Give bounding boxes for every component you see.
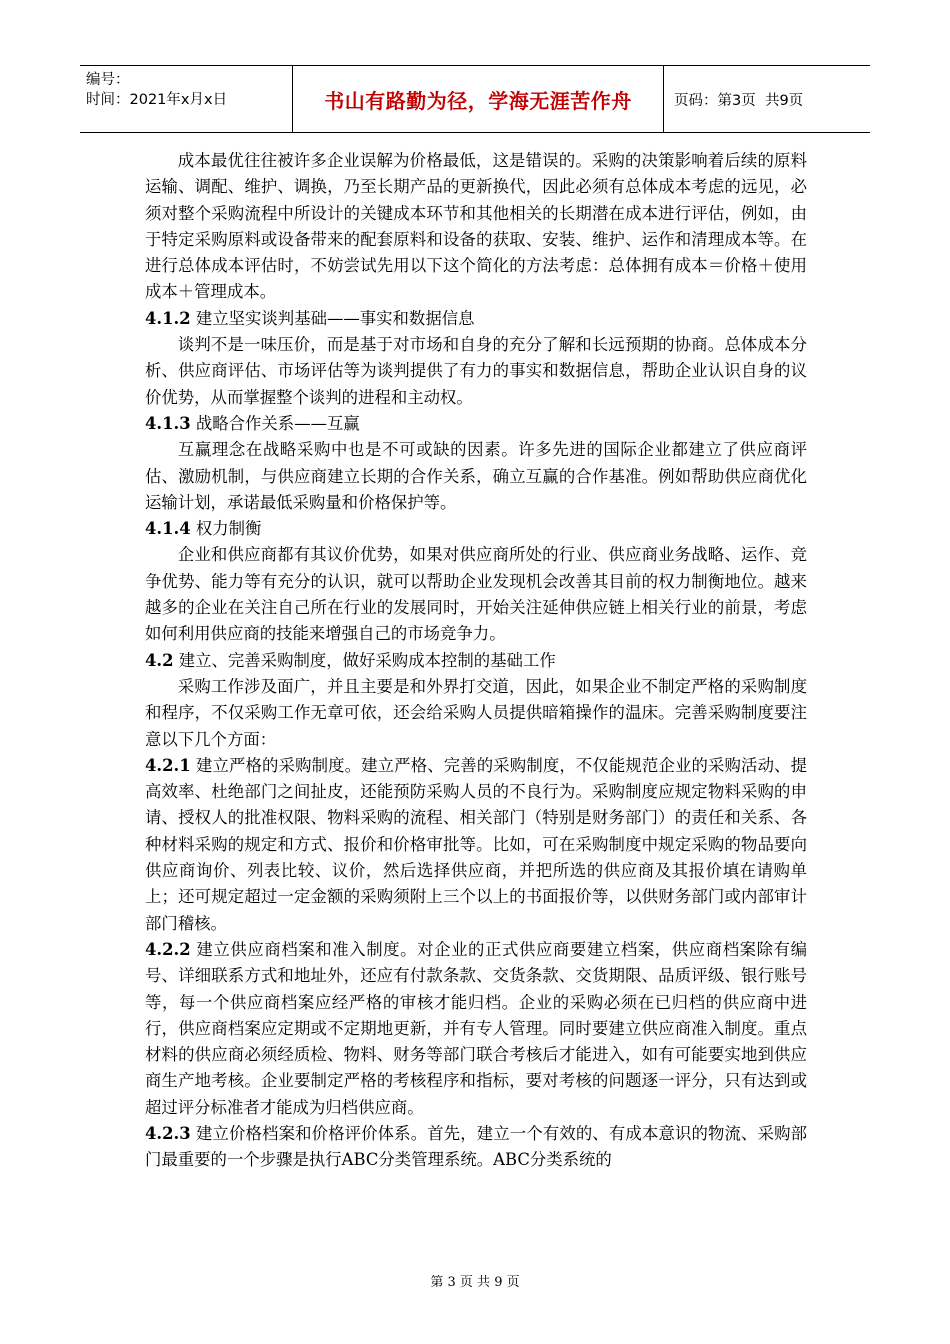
section-number: 4.1.4 — [145, 519, 191, 539]
section-heading-4-1-4 — [145, 516, 807, 542]
paragraph-total-cost: 成本最优往往被许多企业误解为价格最低，这是错误的。采购的决策影响着后续的原料运输、调配、维护、调换，乃至长期产品的更新换代，因此必须有总体成本考虑的远见，必须对整个采购流程中所设计的关键成本环节和其他相关的长期潜在成本进行评估，例如，由于特定采购原料或设备带来的配套原料和设备的获取、安装、维护、运作和清理成本等。在进行总体成本评估时，不妨尝试先用以下这个简化的方法考虑：总体拥有成本＝价格＋使用成本＋管理成本。 — [145, 151, 807, 302]
paragraph-4-2-2 — [145, 937, 807, 1121]
section-heading-4-1-2 — [145, 306, 807, 332]
header-motto: 书山有路勤为径，学海无涯苦作舟 — [292, 66, 664, 132]
paragraph-win-win: 互赢理念在战略采购中也是不可或缺的因素。许多先进的国际企业都建立了供应商评估、激励机制，与供应商建立长期的合作关系，确立互赢的合作基准。例如帮助供应商优化运输计划，承诺最低采购量和价格保护等。 — [145, 440, 807, 512]
section-title: 权力制衡 — [190, 519, 262, 539]
header-page-info — [664, 66, 870, 132]
page-header — [80, 65, 870, 133]
doc-time-label: 时间：2021年x月x日 — [86, 92, 228, 108]
header-page-label: 页码：第3页 共9页 — [674, 92, 804, 109]
section-number: 4.2.2 — [145, 939, 191, 959]
paragraph-negotiation: 谈判不是一味压价，而是基于对市场和自身的充分了解和长远预期的协商。总体成本分析、供应商评估、市场评估等为谈判提供了有力的事实和数据信息，帮助企业认识自身的议价优势，从而掌握整个谈判的进程和主动权。 — [145, 335, 807, 407]
section-number: 4.1.2 — [145, 308, 191, 328]
section-title: 战略合作关系——互赢 — [190, 413, 360, 433]
section-title: 建立坚实谈判基础——事实和数据信息 — [190, 308, 475, 328]
section-heading-4-2 — [145, 648, 807, 674]
paragraph-4-2-1 — [145, 753, 807, 937]
section-heading-4-1-3 — [145, 411, 807, 437]
section-number: 4.2 — [145, 650, 174, 670]
section-number: 4.1.3 — [145, 413, 191, 433]
document-body — [145, 148, 807, 1174]
page-footer: 第 3 页 共 9 页 — [430, 1275, 520, 1290]
paragraph-4-2-3 — [145, 1121, 807, 1174]
paragraph-text: 建立供应商档案和准入制度。对企业的正式供应商要建立档案，供应商档案除有编号、详细联系方式和地址外，还应有付款条款、交货条款、交货期限、品质评级、银行账号等，每一个供应商档案应经严格的审核才能归档。企业的采购必须在已归档的供应商中进行，供应商档案应定期或不定期地更新，并有专人管理。同时要建立供应商准入制度。重点材料的供应商必须经质检、物料、财务等部门联合考核后才能进入，如有可能要实地到供应商生产地考核。企业要制定严格的考核程序和指标，要对考核的问题逐一评分，只有达到或超过评分标准者才能成为归档供应商。 — [145, 939, 807, 1117]
paragraph-text: 建立严格的采购制度。建立严格、完善的采购制度，不仅能规范企业的采购活动、提高效率、杜绝部门之间扯皮，还能预防采购人员的不良行为。采购制度应规定物料采购的申请、授权人的批准权限、物料采购的流程、相关部门（特别是财务部门）的责任和关系、各种材料采购的规定和方式、报价和价格审批等。比如，可在采购制度中规定采购的物品要向供应商询价、列表比较、议价，然后选择供应商，并把所选的供应商及其报价填在请购单上；还可规定超过一定金额的采购须附上三个以上的书面报价等，以供财务部门或内部审计部门稽核。 — [145, 755, 807, 933]
paragraph-text: 建立价格档案和价格评价体系。首先，建立一个有效的、有成本意识的物流、采购部门最重要的一个步骤是执行ABC分类管理系统。ABC分类系统的 — [145, 1123, 807, 1170]
section-number: 4.2.1 — [145, 755, 191, 775]
section-number: 4.2.3 — [145, 1123, 191, 1143]
paragraph-power-balance: 企业和供应商都有其议价优势，如果对供应商所处的行业、供应商业务战略、运作、竞争优势、能力等有充分的认识，就可以帮助企业发现机会改善其目前的权力制衡地位。越来越多的企业在关注自己所在行业的发展同时，开始关注延伸供应链上相关行业的前景，考虑如何利用供应商的技能来增强自己的市场竞争力。 — [145, 545, 807, 644]
paragraph-procurement-system: 采购工作涉及面广，并且主要是和外界打交道，因此，如果企业不制定严格的采购制度和程序，不仅采购工作无章可依，还会给采购人员提供暗箱操作的温床。完善采购制度要注意以下几个方面： — [145, 676, 807, 749]
section-title: 建立、完善采购制度，做好采购成本控制的基础工作 — [173, 650, 556, 670]
doc-number-label: 编号： — [86, 72, 130, 88]
header-meta — [80, 66, 292, 132]
